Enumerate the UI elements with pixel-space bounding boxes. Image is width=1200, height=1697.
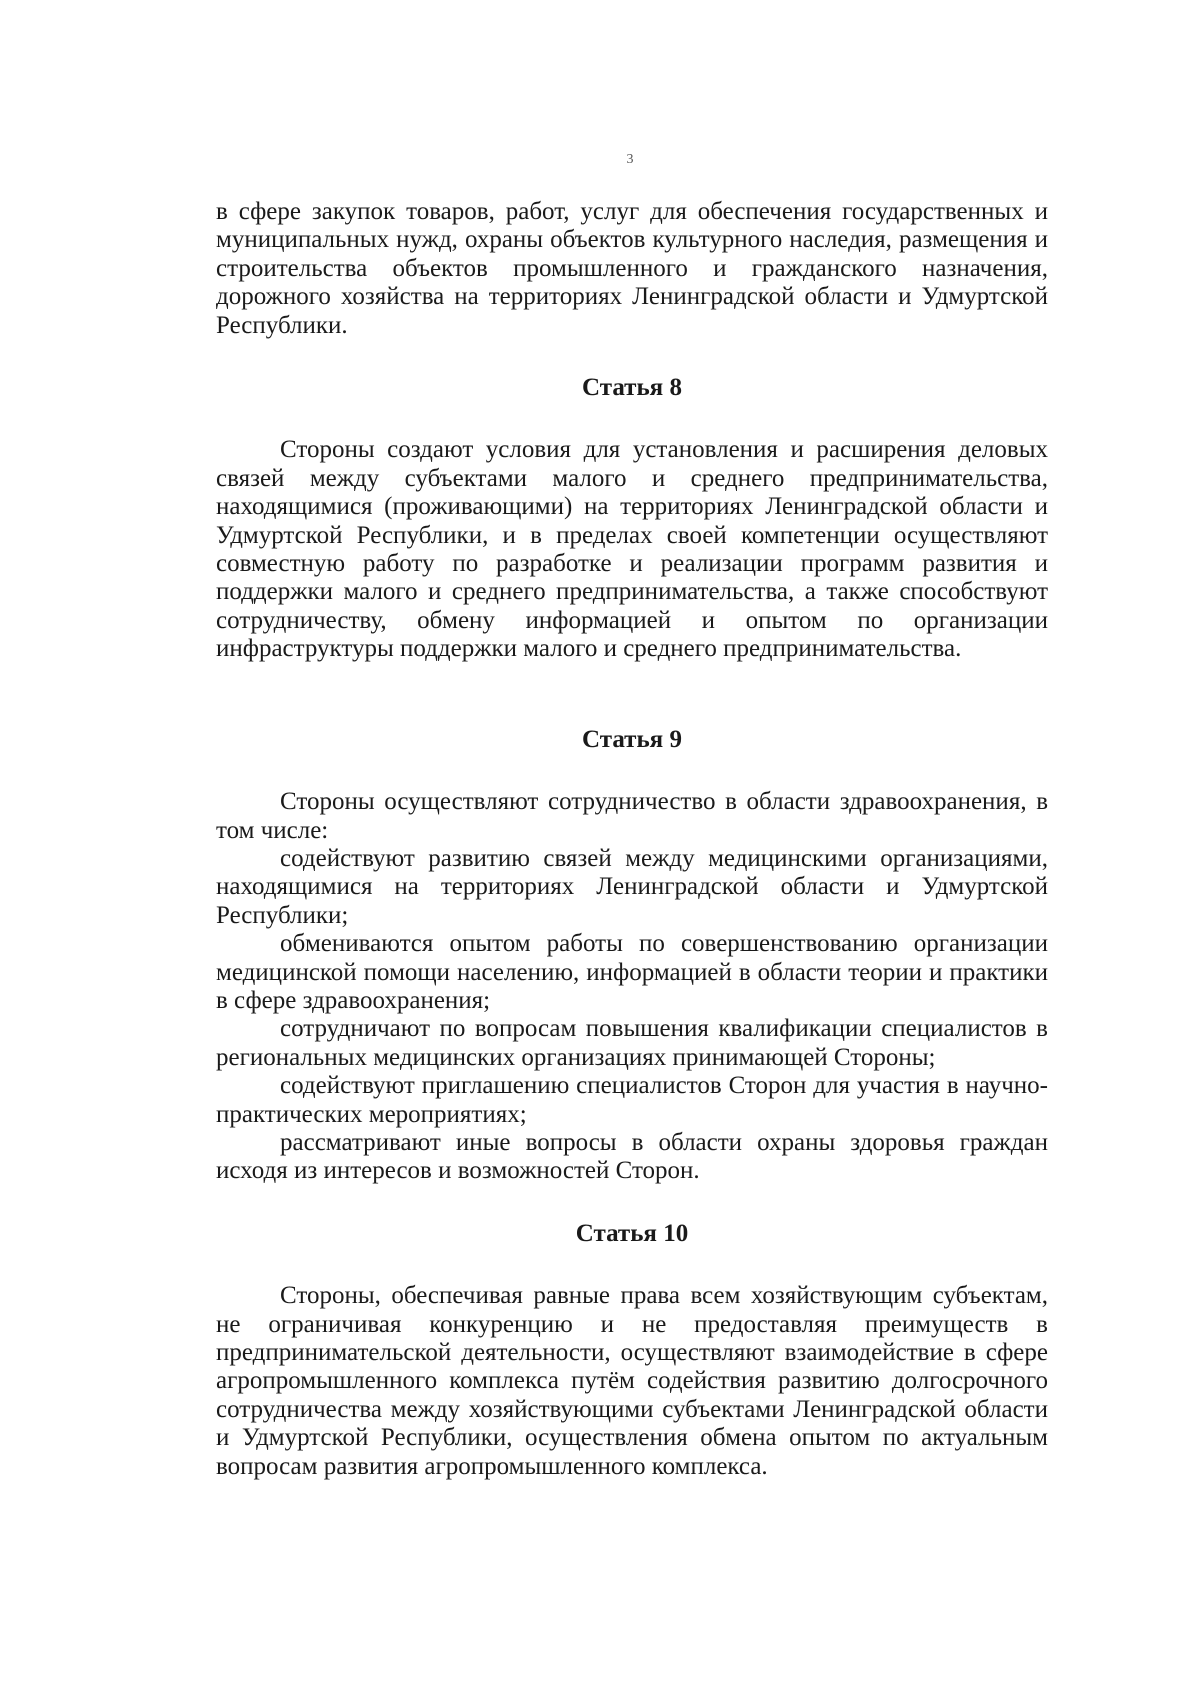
article-10-heading: Статья 10 [575, 1219, 689, 1247]
article-9-paragraph: сотрудничают по вопросам повышения квалификации специалистов в региональных медицинских организациях принимающей Стороны; [216, 1015, 1048, 1071]
article-9-heading: Статья 9 [582, 725, 682, 753]
article-9-paragraph: обмениваются опытом работы по совершенствованию организации медицинской помощи населению, информацией в области теории и практики в сфере здравоохранения; [216, 930, 1048, 1014]
article-8-heading: Статья 8 [582, 374, 682, 402]
article-10-paragraph: Стороны, обеспечивая равные права всем хозяйствующим субъектам, не ограничивая конкуренцию и не предоставляя преимуществ в предпринимательской деятельности, осуществляют взаимодействие в сфере агропромышленного комплекса путём содействия развитию долгосрочного сотрудничества между хозяйствующими субъектами Ленинградской области и Удмуртской Республики, осуществления обмена опытом по актуальным вопросам развития агропромышленного комплекса. [216, 1282, 1048, 1480]
page-number: 3 [626, 152, 634, 167]
article-9-paragraph: содействуют развитию связей между медицинскими организациями, находящимися на территориях Ленинградской области и Удмуртской Республики; [216, 844, 1048, 929]
article-9-paragraph: Стороны осуществляют сотрудничество в области здравоохранения, в том числе: [216, 788, 1048, 844]
article-9-paragraph: содействуют приглашению специалистов Сторон для участия в научно-практических мероприятиях; [216, 1072, 1048, 1128]
article-9-paragraph: рассматривают иные вопросы в области охраны здоровья граждан исходя из интересов и возможностей Сторон. [216, 1128, 1048, 1185]
article-8-paragraph: Стороны создают условия для установления и расширения деловых связей между субъектами малого и среднего предпринимательства, находящимися (проживающими) на территориях Ленинградской области и Удмуртской Республики, и в пределах своей компетенции осуществляют совместную работу по разработке и реализации программ развития и поддержки малого и среднего предпринимательства, а также способствуют сотрудничеству, обмену информацией и опытом по организации инфраструктуры поддержки малого и среднего предпринимательства. [216, 436, 1048, 663]
intro-paragraph: в сфере закупок товаров, работ, услуг для обеспечения государственных и муниципальных нужд, охраны объектов культурного наследия, размещения и строительства объектов промышленного и гражданского назначения, дорожного хозяйства на территориях Ленинградской области и Удмуртской Республики. [216, 198, 1048, 339]
document-body [216, 198, 1048, 1481]
